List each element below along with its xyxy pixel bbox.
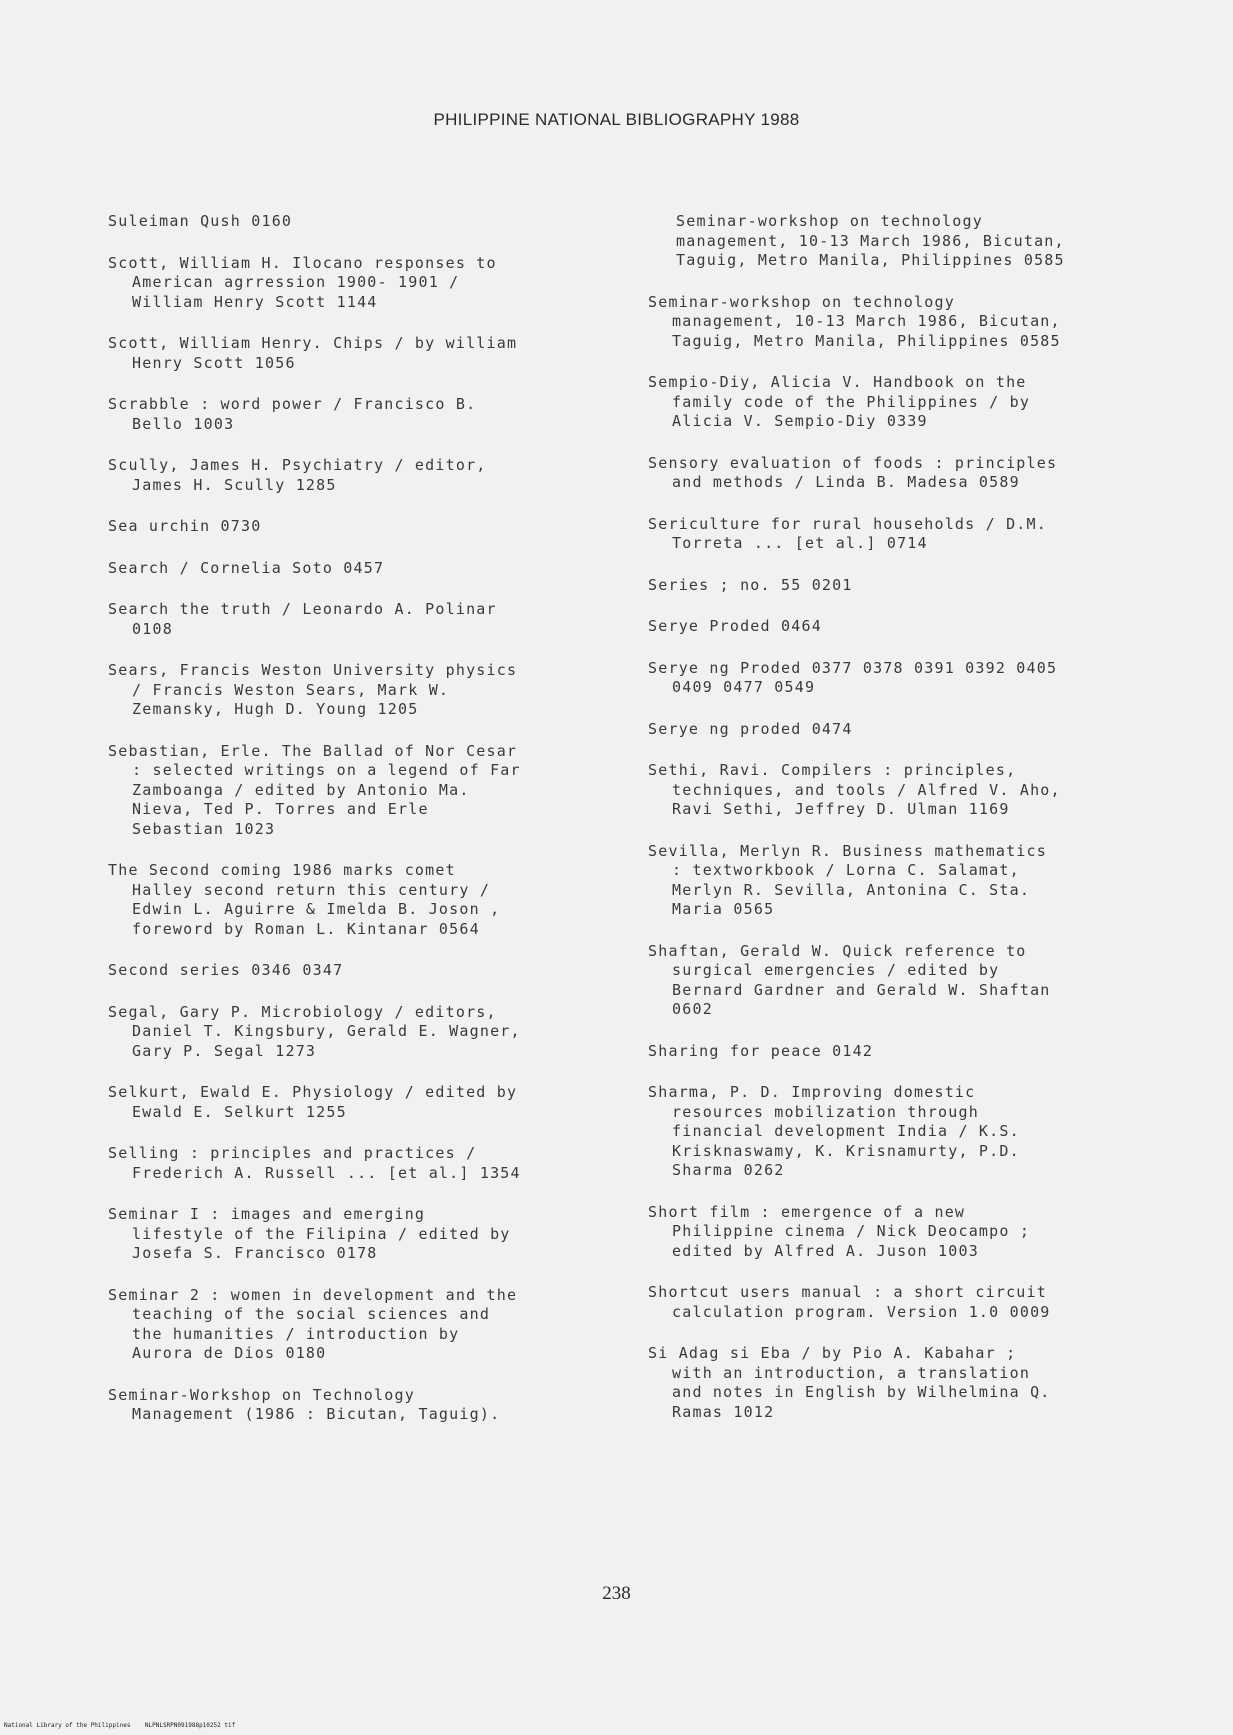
- entry: Seminar I : images and emerging lifestyle of the Filipina / edited by Josefa S. Francisco 0178: [108, 1205, 511, 1262]
- entry: Selkurt, Ewald E. Physiology / edited by Ewald E. Selkurt 1255: [108, 1083, 518, 1121]
- entry: Segal, Gary P. Microbiology / editors, Daniel T. Kingsbury, Gerald E. Wagner, Gary P. Segal 1273: [108, 1002, 521, 1060]
- entry: Scott, William Henry. Chips / by william Henry Scott 1056: [108, 334, 518, 372]
- entry: Scott, William H. Ilocano responses to American agrression 1900- 1901 / William Henry Scott 1144: [108, 253, 497, 311]
- entry: Sea urchin 0730: [108, 517, 262, 535]
- page-number: 238: [602, 1583, 631, 1604]
- entry: Seminar-workshop on technology management, 10-13 March 1986, Bicutan, Taguig, Metro Manila, Philippines 0585: [648, 292, 1061, 350]
- entry: Second series 0346 0347: [108, 961, 344, 979]
- entry: Scrabble : word power / Francisco B. Bello 1003: [108, 395, 477, 433]
- entry: Sharing for peace 0142: [648, 1041, 874, 1060]
- entry: Series ; no. 55 0201: [648, 575, 853, 594]
- left-column: [108, 212, 628, 1447]
- entry: Suleiman Qush 0160: [108, 212, 293, 230]
- entry: Seminar 2 : women in development and the teaching of the social sciences and the humanities / introduction by Aurora de Dios 0180: [108, 1285, 518, 1362]
- entry: Sears, Francis Weston University physics / Francis Weston Sears, Mark W. Zemansky, Hugh D. Young 1205: [108, 661, 518, 718]
- entry: Sempio-Diy, Alicia V. Handbook on the family code of the Philippines / by Alicia V. Sempio-Diy 0339: [648, 373, 1031, 430]
- entry: Search / Cornelia Soto 0457: [108, 558, 385, 577]
- entry: Search the truth / Leonardo A. Polinar 0108: [108, 600, 497, 638]
- entry: The Second coming 1986 marks comet Halley second return this century / Edwin L. Aguirre & Imelda B. Joson , foreword by Roman L. Kintanar 0564: [108, 861, 501, 938]
- entry: Sensory evaluation of foods : principles and methods / Linda B. Madesa 0589: [648, 453, 1058, 491]
- entry: Serye Proded 0464: [648, 617, 822, 635]
- entry: Serye ng proded 0474: [648, 719, 853, 738]
- entry: Sericulture for rural households / D.M. Torreta ... [et al.] 0714: [648, 514, 1047, 552]
- scan-footer: National Library of the Philippines NLPNLSRPN091988p10252 tif: [4, 1722, 236, 1729]
- entry: Scully, James H. Psychiatry / editor, James H. Scully 1285: [108, 456, 487, 494]
- entry: Sethi, Ravi. Compilers : principles, techniques, and tools / Alfred V. Aho, Ravi Sethi, Jeffrey D. Ulman 1169: [648, 761, 1061, 818]
- entry: Sevilla, Merlyn R. Business mathematics : textworkbook / Lorna C. Salamat, Merlyn R. Sevilla, Antonina C. Sta. Maria 0565: [648, 841, 1047, 918]
- entry: Short film : emergence of a new Philippine cinema / Nick Deocampo ; edited by Alfred A. Juson 1003: [648, 1202, 1031, 1260]
- entry: Shortcut users manual : a short circuit calculation program. Version 1.0 0009: [648, 1283, 1051, 1321]
- entry: Serye ng Proded 0377 0378 0391 0392 0405 0409 0477 0549: [648, 658, 1058, 696]
- entry: Seminar-workshop on technology management, 10-13 March 1986, Bicutan, Taguig, Metro Manila, Philippines 0585: [676, 212, 1065, 269]
- entry: Selling : principles and practices / Frederich A. Russell ... [et al.] 1354: [108, 1144, 521, 1182]
- entry: Seminar-Workshop on Technology Management (1986 : Bicutan, Taguig).: [108, 1385, 501, 1423]
- page-title: PHILIPPINE NATIONAL BIBLIOGRAPHY 1988: [433, 110, 800, 129]
- entry: Si Adag si Eba / by Pio A. Kabahar ; with an introduction, a translation and notes in English by Wilhelmina Q. Ramas 1012: [648, 1344, 1051, 1421]
- right-column: [648, 212, 1168, 1444]
- entry: Shaftan, Gerald W. Quick reference to surgical emergencies / edited by Bernard Gardner and Gerald W. Shaftan 0602: [648, 941, 1051, 1018]
- entry: Sharma, P. D. Improving domestic resources mobilization through financial development India / K.S. Krisknaswamy, K. Krisnamurty, P.D. Sharma 0262: [648, 1083, 1020, 1179]
- entry: Sebastian, Erle. The Ballad of Nor Cesar : selected writings on a legend of Far Zamboanga / edited by Antonio Ma. Nieva, Ted P. Torres and Erle Sebastian 1023: [108, 741, 521, 838]
